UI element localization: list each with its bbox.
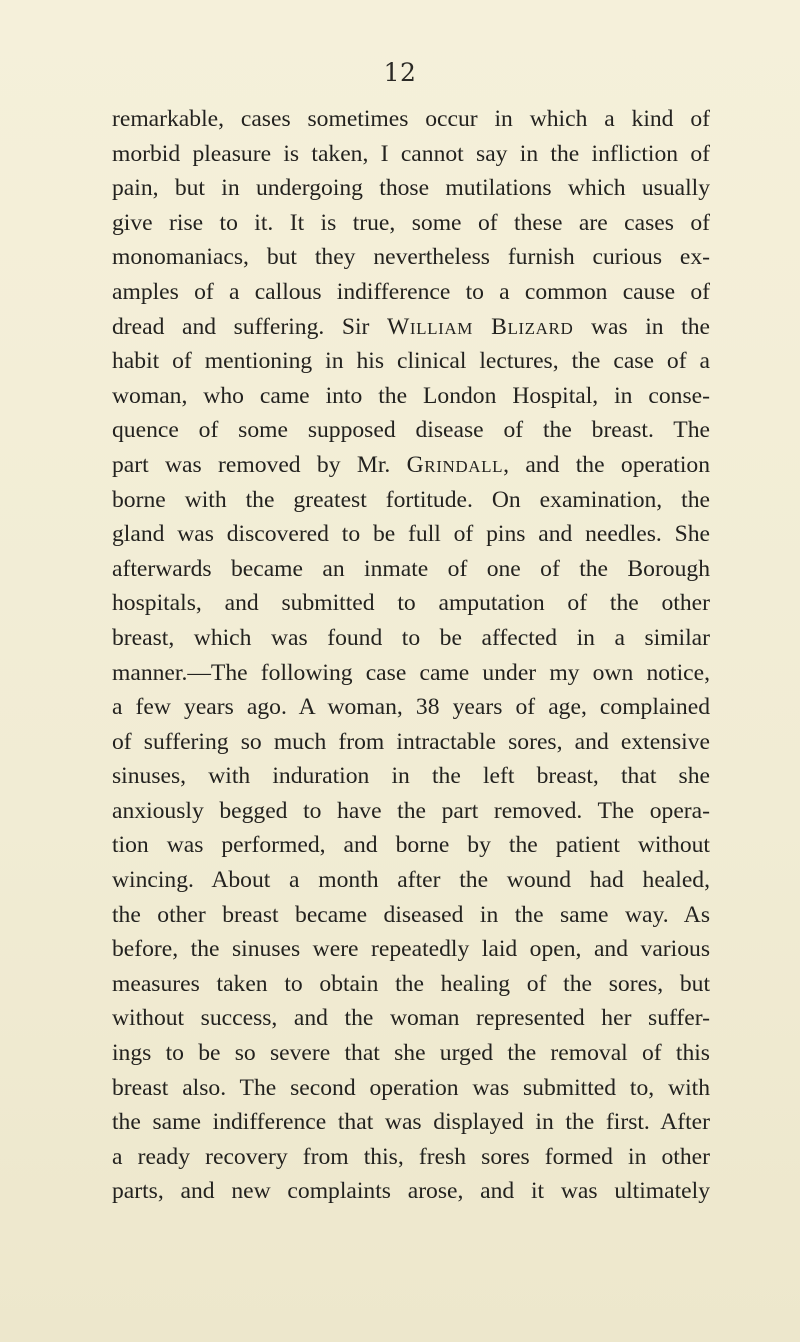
text-line: pain, but in undergoing those mutilations which usually xyxy=(112,175,710,202)
text-line: borne with the greatest fortitude. On examination, the xyxy=(112,486,710,513)
text-line: morbid pleasure is taken, I cannot say in the infliction of xyxy=(112,140,710,167)
text-line: gland was discovered to be full of pins and needles. She xyxy=(112,521,710,548)
text-line-with-name xyxy=(112,310,710,345)
text-line: woman, who came into the London Hospital, in conse- xyxy=(112,382,710,409)
text-line: measures taken to obtain the healing of the sores, but xyxy=(112,970,710,997)
text-fragment: , and the operation xyxy=(503,451,710,478)
text-line: ings to be so severe that she urged the removal of this xyxy=(112,1040,710,1067)
page-number: 12 xyxy=(383,58,417,87)
text-fragment: dread and suffering. Sir xyxy=(112,313,387,340)
text-line: breast, which was found to be affected in a similar xyxy=(112,624,710,651)
text-line: a ready recovery from this, fresh sores formed in other xyxy=(112,1143,710,1170)
text-line: anxiously begged to have the part removed. The opera- xyxy=(112,797,710,824)
text-line: wincing. About a month after the wound had healed, xyxy=(112,867,710,894)
text-line: remarkable, cases sometimes occur in which a kind of xyxy=(112,106,710,132)
text-line: afterwards became an inmate of one of the Borough xyxy=(112,555,710,582)
text-line-with-name xyxy=(112,448,710,483)
text-line: the same indifference that was displayed in the first. After xyxy=(112,1109,710,1136)
text-line: amples of a callous indifference to a common cause of xyxy=(112,278,710,305)
text-fragment: was in the xyxy=(573,313,710,340)
text-line: monomaniacs, but they nevertheless furnish curious ex- xyxy=(112,244,710,271)
text-line: tion was performed, and borne by the patient without xyxy=(112,832,710,859)
text-line: breast also. The second operation was submitted to, with xyxy=(112,1074,710,1101)
text-line: quence of some supposed disease of the breast. The xyxy=(112,417,710,444)
text-line: hospitals, and submitted to amputation of the other xyxy=(112,590,710,617)
text-line: give rise to it. It is true, some of these are cases of xyxy=(112,209,710,236)
person-name-grindall: Grindall xyxy=(406,451,504,478)
text-fragment: part was removed by Mr. xyxy=(112,451,407,478)
text-line: a few years ago. A woman, 38 years of age, complained xyxy=(112,694,710,721)
text-line: sinuses, with induration in the left breast, that she xyxy=(112,763,710,790)
text-line: of suffering so much from intractable sores, and extensive xyxy=(112,728,710,755)
text-line: habit of mentioning in his clinical lectures, the case of a xyxy=(112,348,710,375)
text-line: manner.—The following case came under my own notice, xyxy=(112,659,710,686)
person-name-blizard: William Blizard xyxy=(386,313,574,340)
text-line: without success, and the woman represented her suffer- xyxy=(112,1005,710,1032)
text-line: before, the sinuses were repeatedly laid open, and various xyxy=(112,936,710,963)
body-text xyxy=(112,102,710,1209)
text-line: parts, and new complaints arose, and it was ultimately xyxy=(112,1178,710,1205)
text-line: the other breast became diseased in the same way. As xyxy=(112,901,710,928)
